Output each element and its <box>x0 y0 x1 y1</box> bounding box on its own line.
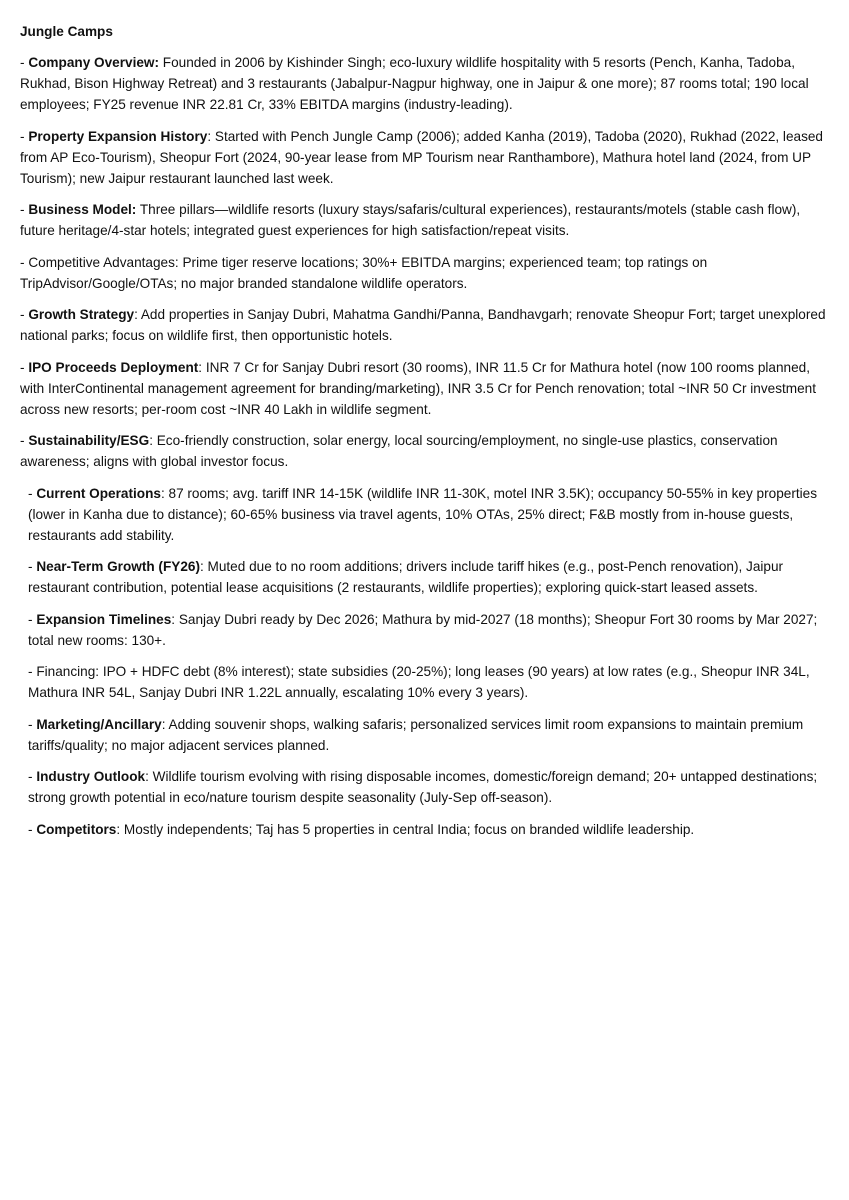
section-heading: Competitive Advantages <box>28 254 175 270</box>
bullet-dash: - <box>28 485 37 501</box>
bullet-dash: - <box>20 433 29 448</box>
section-paragraph <box>20 766 826 808</box>
section-text: Founded in 2006 by Kishinder Singh; eco-luxury wildlife hospitality with 5 resorts (Pench, Kanha, Tadoba, Rukhad, Bison Highway Retreat) and 3 restaurants (Jabalpur-Nagpur highway, one in Jaipur & one more); 87 rooms total; 190 local employees; FY25 revenue INR 22.81 Cr, 33% EBITDA margins (industry-leading). <box>20 55 809 112</box>
section-paragraph <box>20 252 826 294</box>
bullet-dash: - <box>20 128 29 144</box>
section-paragraph <box>20 483 826 546</box>
section-heading: Current Operations <box>36 485 161 501</box>
section-text: : Muted due to no room additions; drivers include tariff hikes (e.g., post-Pench renovation), Jaipur restaurant contribution, potential lease acquisitions (2 restaurants, wildlife properties); exploring quick-start leased assets. <box>28 559 784 595</box>
section-paragraph <box>20 661 826 703</box>
section-heading: IPO Proceeds Deployment <box>28 359 199 375</box>
section-text: : Add properties in Sanjay Dubri, Mahatma Gandhi/Panna, Bandhavgarh; renovate Sheopur Fort; target unexplored national parks; focus on wildlife first, then opportunistic hotels. <box>20 307 826 343</box>
bullet-dash: - <box>20 202 29 217</box>
section-paragraph <box>20 126 826 189</box>
bullet-dash: - <box>20 55 29 70</box>
section-heading: Growth Strategy <box>28 307 135 322</box>
section-heading: Expansion Timelines <box>36 611 172 627</box>
section-heading: Business Model: <box>28 202 137 217</box>
section-heading: Near-Term Growth (FY26) <box>36 559 200 574</box>
bullet-dash: - <box>28 716 37 732</box>
section-paragraph <box>20 304 826 346</box>
section-paragraph <box>20 52 826 115</box>
section-text: : Sanjay Dubri ready by Dec 2026; Mathura by mid-2027 (18 months); Sheopur Fort 30 rooms by Mar 2027; total new rooms: 130+. <box>28 611 818 648</box>
bullet-dash: - <box>28 769 37 784</box>
section-paragraph <box>20 199 826 241</box>
section-paragraph <box>20 819 826 840</box>
section-paragraph <box>20 430 826 472</box>
bullet-dash: - <box>28 664 37 679</box>
section-paragraph <box>20 609 826 651</box>
section-text: : Adding souvenir shops, walking safaris; personalized services limit room expansions to maintain premium tariffs/quality; no major adjacent services planned. <box>28 716 804 753</box>
section-text: Three pillars—wildlife resorts (luxury stays/safaris/cultural experiences), restaurants/motels (stable cash flow), future heritage/4-star hotels; integrated guest experiences for high satisfaction/repeat visits. <box>20 202 801 238</box>
section-heading: Competitors <box>36 821 117 837</box>
bullet-dash: - <box>28 821 37 837</box>
section-paragraph <box>20 357 826 420</box>
section-paragraph <box>20 556 826 598</box>
section-text: : Mostly independents; Taj has 5 properties in central India; focus on branded wildlife leadership. <box>116 821 695 837</box>
section-text: : Wildlife tourism evolving with rising disposable incomes, domestic/foreign demand; 20+ untapped destinations; strong growth potential in eco/nature tourism despite seasonality (July-Sep off-season). <box>28 769 818 805</box>
section-text: : 87 rooms; avg. tariff INR 14-15K (wildlife INR 11-30K, motel INR 3.5K); occupancy 50-55% in key properties (lower in Kanha due to distance); 60-65% business via travel agents, 10% OTAs, 25% direct; F&B mostly from in-house guests, restaurants add stability. <box>28 485 818 543</box>
document-title: Jungle Camps <box>20 24 113 39</box>
bullet-dash: - <box>20 359 29 375</box>
section-text: : Started with Pench Jungle Camp (2006); added Kanha (2019), Tadoba (2020), Rukhad (2022, leased from AP Eco-Tourism), Sheopur Fort (2024, 90-year lease from MP Tourism near Ranthambore), Mathura hotel land (2024, from UP Tourism); new Jaipur restaurant launched last week. <box>20 128 823 186</box>
section-list <box>20 52 826 840</box>
section-text: : IPO + HDFC debt (8% interest); state subsidies (20-25%); long leases (90 years) at low rates (e.g., Sheopur INR 34L, Mathura INR 54L, Sanjay Dubri INR 1.22L annually, escalating 10% every 3 years). <box>28 664 810 700</box>
section-paragraph <box>20 714 826 756</box>
section-text: : Prime tiger reserve locations; 30%+ EBITDA margins; experienced team; top ratings on TripAdvisor/Google/OTAs; no major branded standalone wildlife operators. <box>20 254 708 291</box>
section-heading: Financing <box>36 664 96 679</box>
section-text: : Eco-friendly construction, solar energy, local sourcing/employment, no single-use plastics, conservation awareness; aligns with global investor focus. <box>20 433 778 469</box>
section-heading: Company Overview: <box>28 55 160 70</box>
bullet-dash: - <box>28 611 37 627</box>
section-heading: Sustainability/ESG <box>28 433 150 448</box>
document-page <box>20 21 826 850</box>
bullet-dash: - <box>20 307 29 322</box>
section-heading: Marketing/Ancillary <box>36 716 162 732</box>
section-heading: Industry Outlook <box>36 769 146 784</box>
section-heading: Property Expansion History <box>28 128 208 144</box>
bullet-dash: - <box>20 254 29 270</box>
bullet-dash: - <box>28 559 37 574</box>
section-text: : INR 7 Cr for Sanjay Dubri resort (30 rooms), INR 11.5 Cr for Mathura hotel (now 100 rooms planned, with InterContinental management agreement for branding/marketing), INR 3.5 Cr for Pench renovation; total ~INR 50 Cr investment across new resorts; per-room cost ~INR 40 Lakh in wildlife segment. <box>20 359 817 417</box>
